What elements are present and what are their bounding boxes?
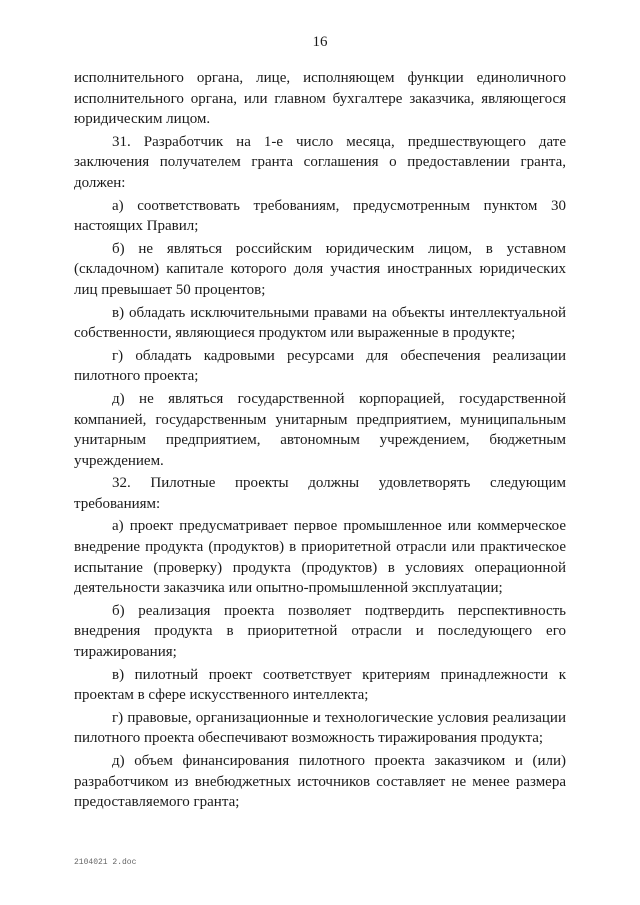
paragraph-clause-32-b: б) реализация проекта позволяет подтвердить перспективность внедрения продукта в приоритетной отрасли и последующего его тиражирования; bbox=[74, 602, 566, 661]
paragraph-clause-32-a: а) проект предусматривает первое промышленное или коммерческое внедрение продукта (продуктов) в приоритетной отрасли или практическое испытание (проверку) продукта (продуктов) в условиях операционной деятельности заказчика или опытно-промышленной эксплуатации; bbox=[74, 518, 566, 597]
paragraph-clause-32: 32. Пилотные проекты должны удовлетворять следующим требованиям: bbox=[74, 475, 566, 512]
paragraph-clause-32-v: в) пилотный проект соответствует критериям принадлежности к проектам в сфере искусственного интеллекта; bbox=[74, 666, 566, 704]
paragraph-clause-31-b: б) не являться российским юридическим лицом, в уставном (складочном) капитале которого доля участия иностранных юридических лиц превышает 50 процентов; bbox=[74, 240, 566, 298]
paragraph-clause-31-v: в) обладать исключительными правами на объекты интеллектуальной собственности, являющиеся продуктом или выраженные в продукте; bbox=[74, 304, 566, 342]
paragraph-clause-32-g: г) правовые, организационные и технологические условия реализации пилотного проекта обеспечивают возможность тиражирования продукта; bbox=[74, 709, 566, 747]
paragraph-clause-31: 31. Разработчик на 1-е число месяца, предшествующего дате заключения получателем гранта соглашения о предоставлении гранта, должен: bbox=[74, 133, 566, 191]
paragraph-clause-31-g: г) обладать кадровыми ресурсами для обеспечения реализации пилотного проекта; bbox=[74, 347, 566, 385]
document-file-code: 2104021 2.doc bbox=[74, 858, 137, 867]
paragraph-clause-31-d: д) не являться государственной корпорацией, государственной компанией, государственным унитарным предприятием, муниципальным унитарным предприятием, автономным учреждением, бюджетным учреждением. bbox=[74, 390, 566, 469]
paragraph-clause-32-d: д) объем финансирования пилотного проекта заказчиком и (или) разработчиком из внебюджетных источников составляет не менее размера предоставляемого гранта; bbox=[74, 753, 566, 811]
paragraph-continuation: исполнительного органа, лице, исполняющем функции единоличного исполнительного органа, или главном бухгалтере заказчика, являющегося юридическим лицом. bbox=[74, 70, 566, 128]
paragraph-clause-31-a: а) соответствовать требованиям, предусмотренным пунктом 30 настоящих Правил; bbox=[74, 197, 566, 235]
page-number: 16 bbox=[312, 34, 328, 50]
document-body bbox=[74, 68, 566, 815]
